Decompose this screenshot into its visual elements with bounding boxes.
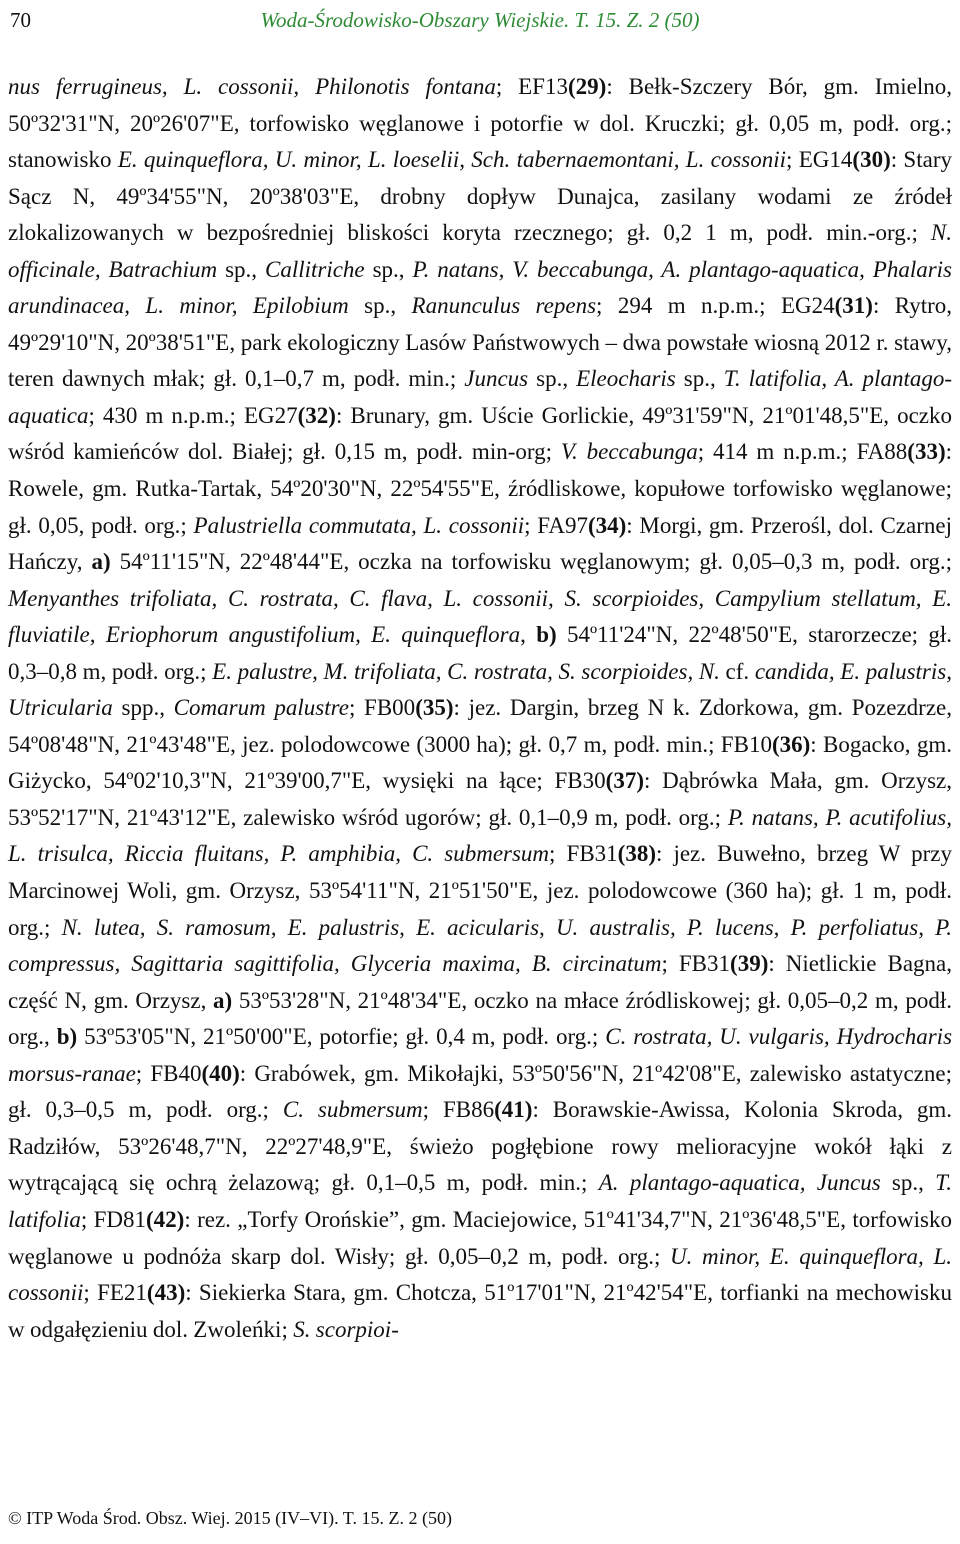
text-run: ; FA97: [524, 512, 588, 538]
text-run: : Bełk-Szczery Bór, gm. Imielno, 50º32'31"N, 20º26'07"E, torfowisko węglanowe i potorfie w dol. Kruczki; gł. 0,05 m, podł. org.; stanowisko: [8, 74, 952, 173]
text-run: : jez. Buwełno, brzeg W przy Marcinowej Woli, gm. Orzysz, 53º54'11"N, 21º51'50"E, jez. polodowcowe (360 ha); gł. 1 m, podł. org.;: [8, 841, 952, 940]
text-run: sp.,: [675, 366, 724, 392]
taxon-name: S. scorpioi-: [293, 1316, 399, 1342]
text-run: : Borawskie-Awissa, Kolonia Skroda, gm. Radziłów, 53º26'48,7"N, 22º27'48,9"E, świeżo pogłębione rowy melioracyjne wokół łąki z wytrącającą się ochrą żelazową; gł. 0,1–0,5 m, podł. min.;: [8, 1097, 953, 1196]
site-number: (32): [297, 402, 336, 428]
text-run: : Siekierka Stara, gm. Chotcza, 51º17'01"N, 21º42'54"E, torfianki na mechowisku w odgałęzieniu dol. Zwoleńki;: [8, 1280, 952, 1342]
taxon-name: T. latifolia: [8, 1170, 952, 1232]
text-run: ; EG14: [786, 147, 853, 173]
text-run: sp.,: [528, 366, 577, 392]
text-run: ; FB31: [549, 841, 618, 867]
text-run: sp.,: [348, 293, 412, 319]
site-number: (38): [617, 841, 656, 867]
text-run: ,: [520, 622, 537, 648]
site-number: a): [91, 549, 111, 575]
page-footer-copyright: © ITP Woda Środ. Obsz. Wiej. 2015 (IV–VI). T. 15. Z. 2 (50): [8, 1508, 452, 1528]
text-run: ; 414 m n.p.m.; FA88: [697, 439, 908, 465]
text-run: 54º11'15"N, 22º48'44"E, oczka na torfowisku węglanowym; gł. 0,05–0,3 m, podł. org.;: [110, 549, 953, 575]
text-run: ; FB31: [661, 951, 731, 977]
text-run: : Dąbrówka Mała, gm. Orzysz, 53º52'17"N, 21º43'12"E, zalewisko wśród ugorów; gł. 0,1–0,9 m, podł. org.;: [8, 768, 952, 830]
text-run: : Brunary, gm. Uście Gorlickie, 49º31'59"N, 21º01'48,5"E, oczko wśród kamieńców dol. Białej; gł. 0,15 m, podł. min-org;: [8, 402, 952, 465]
text-run: : Rowele, gm. Rutka-Tartak, 54º20'30"N, 22º54'55"E, źródliskowe, kopułowe torfowisko węglanowe; gł. 0,05, podł. org.;: [8, 439, 952, 538]
text-run: : Rytro, 49º29'10"N, 20º38'51"E, park ekologiczny Lasów Państwowych – dwa powstałe wiosną 2012 r. stawy, teren dawnych młak; gł. 0,1–0,7 m, podł. min.;: [8, 293, 952, 392]
taxon-name: A. plantago-aquatica, Juncus: [598, 1170, 881, 1196]
text-run: : rez. „Torfy Orońskie”, gm. Maciejowice, 51º41'34,7"N, 21º36'48,5"E, torfowisko węglanowe u podnóża skarp dol. Wisły; gł. 0,05–0,2 m, podł. org.;: [8, 1206, 952, 1269]
text-run: spp.,: [112, 695, 174, 721]
page-header: [10, 8, 950, 36]
site-number: (29): [567, 74, 607, 99]
taxon-name: C. rostrata, U. vulgaris, Hydrocharis morsus-ranae: [8, 1024, 953, 1086]
text-run: ; FB86: [422, 1097, 495, 1123]
taxon-name: E. palustre, M. trifoliata, C. rostrata, S. scorpioides, N.: [212, 658, 720, 684]
text-run: 53º53'28"N, 21º48'34"E, oczko na młace źródliskowej; gł. 0,05–0,2 m, podł. org.,: [8, 987, 952, 1050]
taxon-name: Eleocharis: [576, 366, 676, 392]
taxon-name: E. quinqueflora, U. minor, L. loeselii, Sch. tabernaemontani, L. cossonii: [117, 147, 787, 173]
text-run: ; FD81: [80, 1206, 146, 1232]
text-run: 54º11'24"N, 22º48'50"E, starorzecze; gł. 0,3–0,8 m, podł. org.;: [8, 622, 952, 684]
site-number: (40): [201, 1060, 240, 1086]
taxon-name: Palustriella commutata, L. cossonii: [193, 512, 525, 538]
running-head-journal-title: Woda-Środowisko-Obszary Wiejskie. T. 15. Z. 2 (50): [260, 8, 700, 32]
taxon-name: Menyanthes trifoliata, C. rostrata, C. flava, L. cossonii, S. scorpioides, Campylium stellatum, E. fluviatile, Eriophorum angustifolium, E. quinqueflora: [8, 585, 952, 648]
taxon-name: Juncus: [464, 366, 529, 392]
site-number: (37): [605, 768, 644, 794]
body-paragraph: [8, 69, 952, 1348]
text-run: : Morgi, gm. Przerośl, dol. Czarnej Hańczy,: [8, 512, 952, 575]
taxon-name: N. officinale, Batrachium: [8, 220, 952, 282]
text-run: : Nietlickie Bagna, część N, gm. Orzysz,: [8, 951, 952, 1013]
site-number: (31): [834, 293, 873, 319]
taxon-name: N. lutea, S. ramosum, E. palustris, E. acicularis, U. australis, P. lucens, P. perfoliatus, P. compressus, Sagittaria sagittifolia, Glyceria maxima, B. circinatum: [8, 914, 953, 977]
text-run: ; FB00: [348, 695, 416, 721]
text-run: ; EF13: [495, 74, 568, 99]
taxon-name: nus ferrugineus, L. cossonii, Philonotis fontana: [8, 74, 496, 99]
site-number: b): [56, 1024, 78, 1050]
site-number: (41): [494, 1097, 533, 1123]
text-run: ; 294 m n.p.m.; EG24: [596, 293, 835, 319]
text-run: sp.,: [880, 1170, 936, 1196]
text-run: : jez. Dargin, brzeg N k. Zdorkowa, gm. Pozezdrze, 54º08'48"N, 21º43'48"E, jez. polodowcowe (3000 ha); gł. 0,7 m, podł. min.; FB10: [8, 695, 952, 757]
site-number: (30): [852, 147, 891, 173]
page-number: 70: [10, 8, 31, 32]
site-number: (39): [730, 951, 769, 977]
site-number: (42): [146, 1206, 185, 1232]
site-number: (36): [771, 731, 811, 757]
text-run: ; FB40: [135, 1060, 202, 1086]
taxon-name: U. minor, E. quinqueflora, L. cossonii: [8, 1243, 952, 1306]
taxon-name: Callitriche: [264, 256, 365, 282]
taxon-name: V. beccabunga: [560, 439, 698, 465]
taxon-name: Ranunculus repens: [411, 293, 597, 319]
taxon-name: P. natans, V. beccabunga, A. plantago-aquatica, Phalaris arundinacea, L. minor, Epilobium: [8, 256, 953, 319]
taxon-name: C. submersum: [282, 1097, 423, 1123]
site-number: a): [213, 987, 233, 1013]
text-run: : Bogacko, gm. Giżycko, 54º02'10,3"N, 21º39'00,7"E, wysięki na łące; FB30: [8, 731, 952, 794]
text-run: ; FE21: [83, 1280, 147, 1306]
taxon-name: Comarum palustre: [173, 695, 349, 721]
site-number: (34): [587, 512, 627, 538]
text-run: sp.,: [364, 256, 413, 282]
text-run: : Grabówek, gm. Mikołajki, 53º50'56"N, 21º42'08"E, zalewisko astatyczne; gł. 0,3–0,5 m, podł. org.;: [8, 1060, 952, 1123]
taxon-name: P. natans, P. acutifolius, L. trisulca, Riccia fluitans, P. amphibia, C. submersum: [8, 804, 953, 867]
text-run: cf.: [719, 658, 755, 684]
text-run: : Stary Sącz N, 49º34'55"N, 20º38'03"E, drobny dopływ Dunajca, zasilany wodami ze źródeł zlokalizowanych w bezpośredniej bliskości koryta rzecznego; gł. 0,2 1 m, podł. min.-org.;: [8, 147, 952, 246]
site-number: (33): [907, 439, 946, 465]
taxon-name: candida, E. palustris, Utricularia: [8, 658, 952, 721]
text-run: 53º53'05"N, 21º50'00"E, potorfie; gł. 0,4 m, podł. org.;: [77, 1024, 606, 1050]
site-number: b): [536, 622, 557, 648]
site-number: (43): [146, 1280, 186, 1306]
site-number: (35): [415, 695, 454, 721]
text-run: sp.,: [217, 256, 265, 282]
taxon-name: T. latifolia, A. plantago-aquatica: [8, 366, 952, 428]
text-run: ; 430 m n.p.m.; EG27: [88, 402, 298, 428]
